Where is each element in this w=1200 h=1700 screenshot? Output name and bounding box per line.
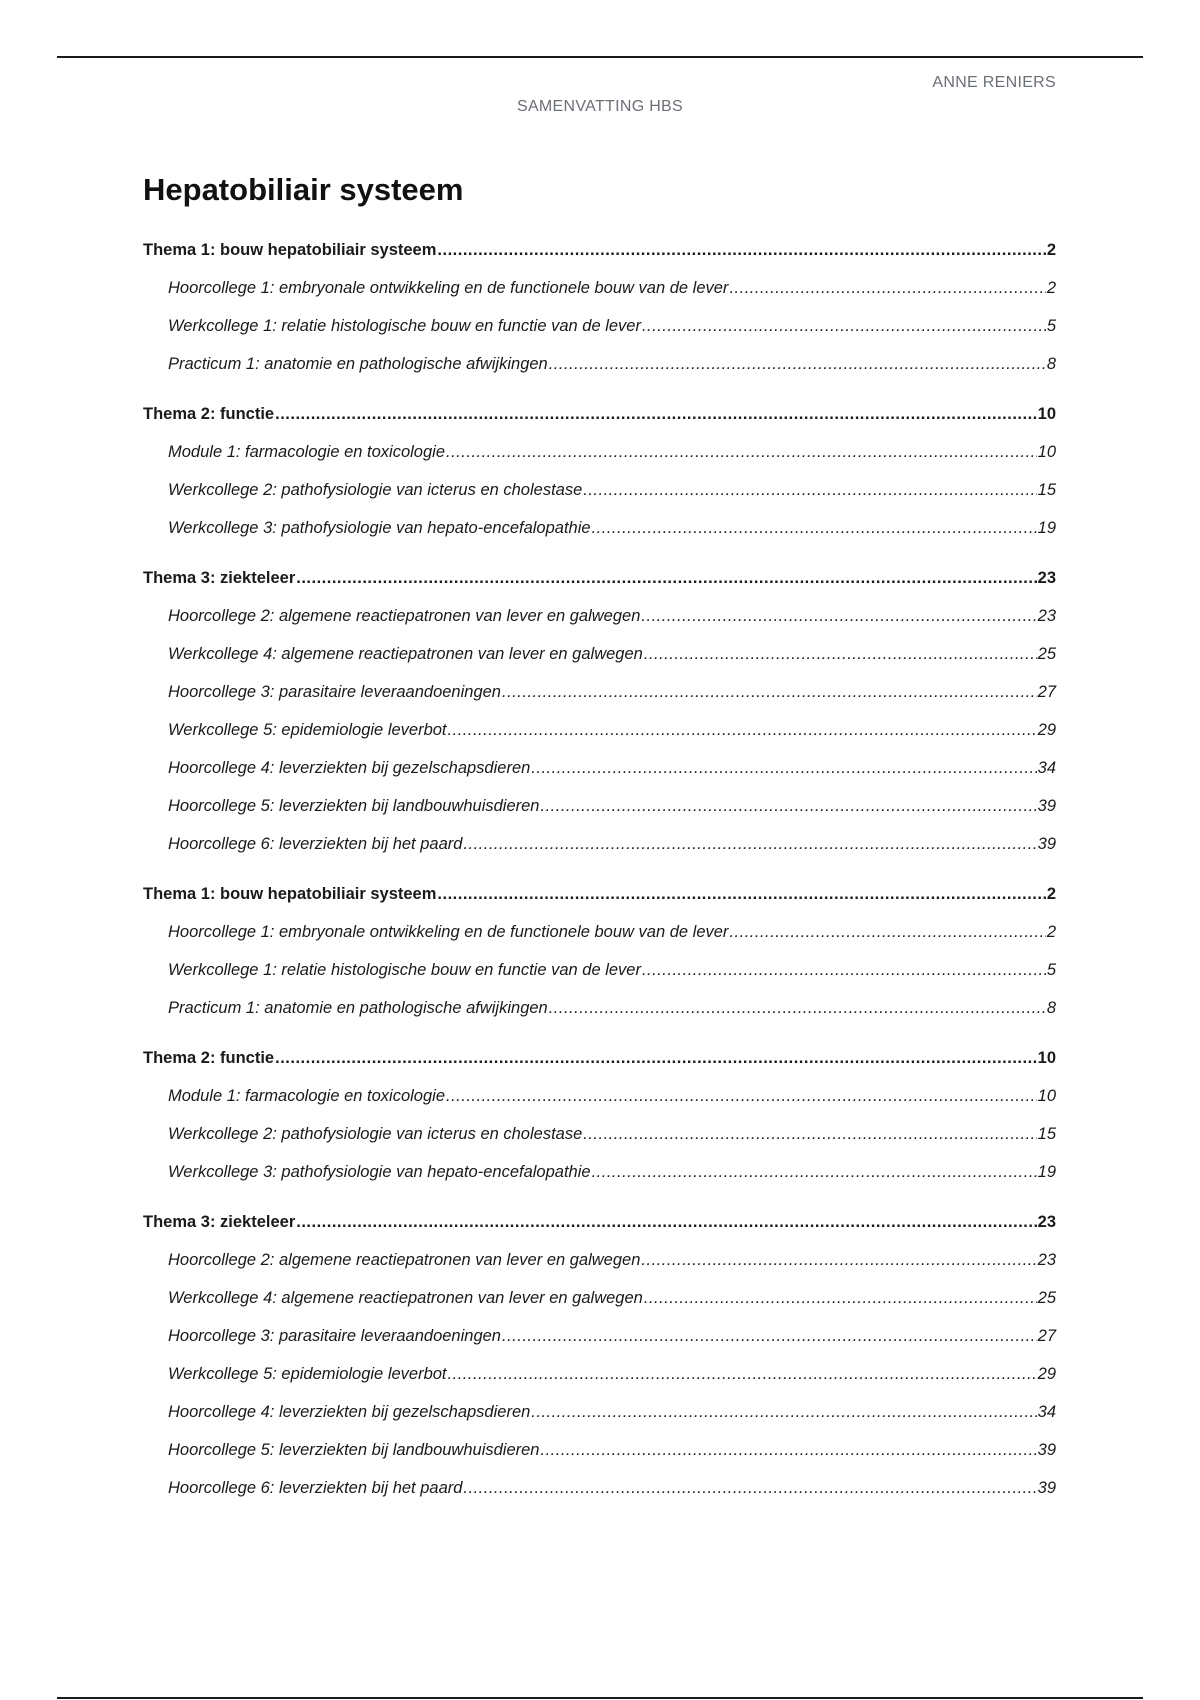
toc-subentry[interactable] [143,515,1056,553]
toc-page-number: 10 [1037,443,1056,461]
toc-theme-entry[interactable] [143,237,1056,275]
toc-subentry[interactable] [143,679,1056,717]
toc-page-number: 15 [1037,1125,1056,1143]
toc-page-number: 10 [1037,1049,1056,1067]
toc-entry-label: Hoorcollege 2: algemene reactiepatronen van lever en galwegen [168,607,641,625]
toc-subentry[interactable] [143,831,1056,869]
toc-dot-leader [642,957,1046,983]
toc-dot-leader [437,881,1045,907]
toc-page-number: 10 [1037,405,1056,423]
toc-page-number: 29 [1037,721,1056,739]
toc-subentry[interactable] [143,995,1056,1033]
toc-page-number: 39 [1037,1441,1056,1459]
toc-subentry[interactable] [143,919,1056,957]
toc-theme-entry[interactable] [143,881,1056,919]
toc-entry-label: Thema 3: ziekteleer [143,1213,296,1231]
toc-subentry[interactable] [143,603,1056,641]
toc-dot-leader [540,1437,1036,1463]
toc-page-number: 39 [1037,797,1056,815]
toc-subentry[interactable] [143,1159,1056,1197]
toc-page-number: 39 [1037,1479,1056,1497]
toc-subentry[interactable] [143,641,1056,679]
toc-entry-label: Hoorcollege 5: leverziekten bij landbouwhuisdieren [168,797,540,815]
toc-dot-leader [531,1399,1036,1425]
header-rule [57,56,1143,58]
toc-page-number: 34 [1037,1403,1056,1421]
toc-subentry[interactable] [143,1437,1056,1475]
toc-theme-entry[interactable] [143,565,1056,603]
toc-subentry[interactable] [143,313,1056,351]
toc-entry-label: Werkcollege 1: relatie histologische bouw en functie van de lever [168,317,641,335]
table-of-contents [143,237,1056,1513]
toc-dot-leader [531,755,1036,781]
toc-page-number: 25 [1037,1289,1056,1307]
toc-subentry[interactable] [143,1121,1056,1159]
toc-dot-leader [275,401,1037,427]
toc-page-number: 27 [1037,1327,1056,1345]
toc-dot-leader [592,1159,1037,1185]
toc-entry-label: Module 1: farmacologie en toxicologie [168,1087,445,1105]
toc-theme-entry[interactable] [143,1209,1056,1247]
toc-entry-label: Thema 2: functie [143,405,275,423]
toc-dot-leader [437,237,1045,263]
toc-page-number: 5 [1046,961,1056,979]
toc-entry-label: Hoorcollege 4: leverziekten bij gezelschapsdieren [168,1403,531,1421]
toc-entry-label: Hoorcollege 4: leverziekten bij gezelschapsdieren [168,759,531,777]
toc-dot-leader [446,1083,1037,1109]
toc-dot-leader [540,793,1036,819]
toc-subentry[interactable] [143,1361,1056,1399]
toc-entry-label: Hoorcollege 3: parasitaire leveraandoeningen [168,683,501,701]
toc-page-number: 2 [1046,241,1056,259]
toc-entry-label: Thema 3: ziekteleer [143,569,296,587]
toc-entry-label: Werkcollege 3: pathofysiologie van hepato-encefalopathie [168,519,591,537]
toc-subentry[interactable] [143,275,1056,313]
toc-page-number: 2 [1046,279,1056,297]
toc-subentry[interactable] [143,755,1056,793]
toc-subentry[interactable] [143,1285,1056,1323]
toc-entry-label: Hoorcollege 6: leverziekten bij het paard [168,835,463,853]
toc-entry-label: Hoorcollege 6: leverziekten bij het paard [168,1479,463,1497]
toc-dot-leader [592,515,1037,541]
toc-subentry[interactable] [143,717,1056,755]
toc-entry-label: Werkcollege 4: algemene reactiepatronen van lever en galwegen [168,645,643,663]
toc-dot-leader [296,1209,1036,1235]
document-title: Hepatobiliair systeem [143,172,464,207]
toc-entry-label: Hoorcollege 1: embryonale ontwikkeling en de functionele bouw van de lever [168,923,729,941]
toc-dot-leader [446,439,1037,465]
toc-page-number: 39 [1037,835,1056,853]
toc-entry-label: Thema 1: bouw hepatobiliair systeem [143,885,437,903]
toc-page-number: 2 [1046,923,1056,941]
toc-subentry[interactable] [143,1247,1056,1285]
toc-entry-label: Werkcollege 5: epidemiologie leverbot [168,1365,447,1383]
toc-entry-label: Thema 1: bouw hepatobiliair systeem [143,241,437,259]
toc-subentry[interactable] [143,793,1056,831]
toc-entry-label: Werkcollege 4: algemene reactiepatronen van lever en galwegen [168,1289,643,1307]
toc-entry-label: Hoorcollege 5: leverziekten bij landbouwhuisdieren [168,1441,540,1459]
toc-dot-leader [296,565,1036,591]
toc-entry-label: Werkcollege 3: pathofysiologie van hepato-encefalopathie [168,1163,591,1181]
toc-entry-label: Thema 2: functie [143,1049,275,1067]
toc-page-number: 19 [1037,519,1056,537]
toc-entry-label: Practicum 1: anatomie en pathologische afwijkingen [168,999,548,1017]
toc-subentry[interactable] [143,1323,1056,1361]
toc-dot-leader [644,1285,1037,1311]
toc-entry-label: Werkcollege 2: pathofysiologie van icterus en cholestase [168,1125,583,1143]
toc-page-number: 5 [1046,317,1056,335]
toc-dot-leader [641,603,1036,629]
toc-entry-label: Hoorcollege 1: embryonale ontwikkeling en de functionele bouw van de lever [168,279,729,297]
header-author: ANNE RENIERS [932,74,1056,91]
toc-theme-entry[interactable] [143,1045,1056,1083]
toc-page-number: 10 [1037,1087,1056,1105]
header-subject: SAMENVATTING HBS [516,98,683,115]
toc-entry-label: Practicum 1: anatomie en pathologische afwijkingen [168,355,548,373]
toc-subentry[interactable] [143,351,1056,389]
toc-page-number: 23 [1037,607,1056,625]
toc-dot-leader [275,1045,1037,1071]
toc-dot-leader [729,919,1045,945]
toc-dot-leader [549,995,1046,1021]
toc-page-number: 19 [1037,1163,1056,1181]
toc-dot-leader [502,1323,1037,1349]
toc-page-number: 25 [1037,645,1056,663]
toc-page-number: 27 [1037,683,1056,701]
toc-dot-leader [644,641,1037,667]
toc-dot-leader [729,275,1045,301]
toc-page-number: 8 [1046,355,1056,373]
toc-dot-leader [583,1121,1036,1147]
toc-subentry[interactable] [143,1083,1056,1121]
toc-dot-leader [448,717,1037,743]
toc-page-number: 2 [1046,885,1056,903]
toc-page-number: 15 [1037,481,1056,499]
toc-page-number: 29 [1037,1365,1056,1383]
toc-subentry[interactable] [143,1475,1056,1513]
toc-subentry[interactable] [143,477,1056,515]
toc-page-number: 23 [1037,1213,1056,1231]
toc-entry-label: Hoorcollege 3: parasitaire leveraandoeningen [168,1327,501,1345]
toc-subentry[interactable] [143,1399,1056,1437]
toc-dot-leader [463,1475,1036,1501]
toc-dot-leader [549,351,1046,377]
toc-entry-label: Module 1: farmacologie en toxicologie [168,443,445,461]
toc-dot-leader [642,313,1046,339]
toc-dot-leader [583,477,1036,503]
toc-subentry[interactable] [143,439,1056,477]
toc-page-number: 23 [1037,569,1056,587]
toc-dot-leader [448,1361,1037,1387]
footer-rule [57,1697,1143,1699]
toc-dot-leader [463,831,1036,857]
toc-dot-leader [502,679,1037,705]
toc-theme-entry[interactable] [143,401,1056,439]
toc-page-number: 23 [1037,1251,1056,1269]
toc-dot-leader [641,1247,1036,1273]
toc-entry-label: Werkcollege 5: epidemiologie leverbot [168,721,447,739]
toc-entry-label: Werkcollege 2: pathofysiologie van icterus en cholestase [168,481,583,499]
toc-subentry[interactable] [143,957,1056,995]
toc-entry-label: Werkcollege 1: relatie histologische bouw en functie van de lever [168,961,641,979]
toc-page-number: 8 [1046,999,1056,1017]
toc-page-number: 34 [1037,759,1056,777]
toc-entry-label: Hoorcollege 2: algemene reactiepatronen van lever en galwegen [168,1251,641,1269]
